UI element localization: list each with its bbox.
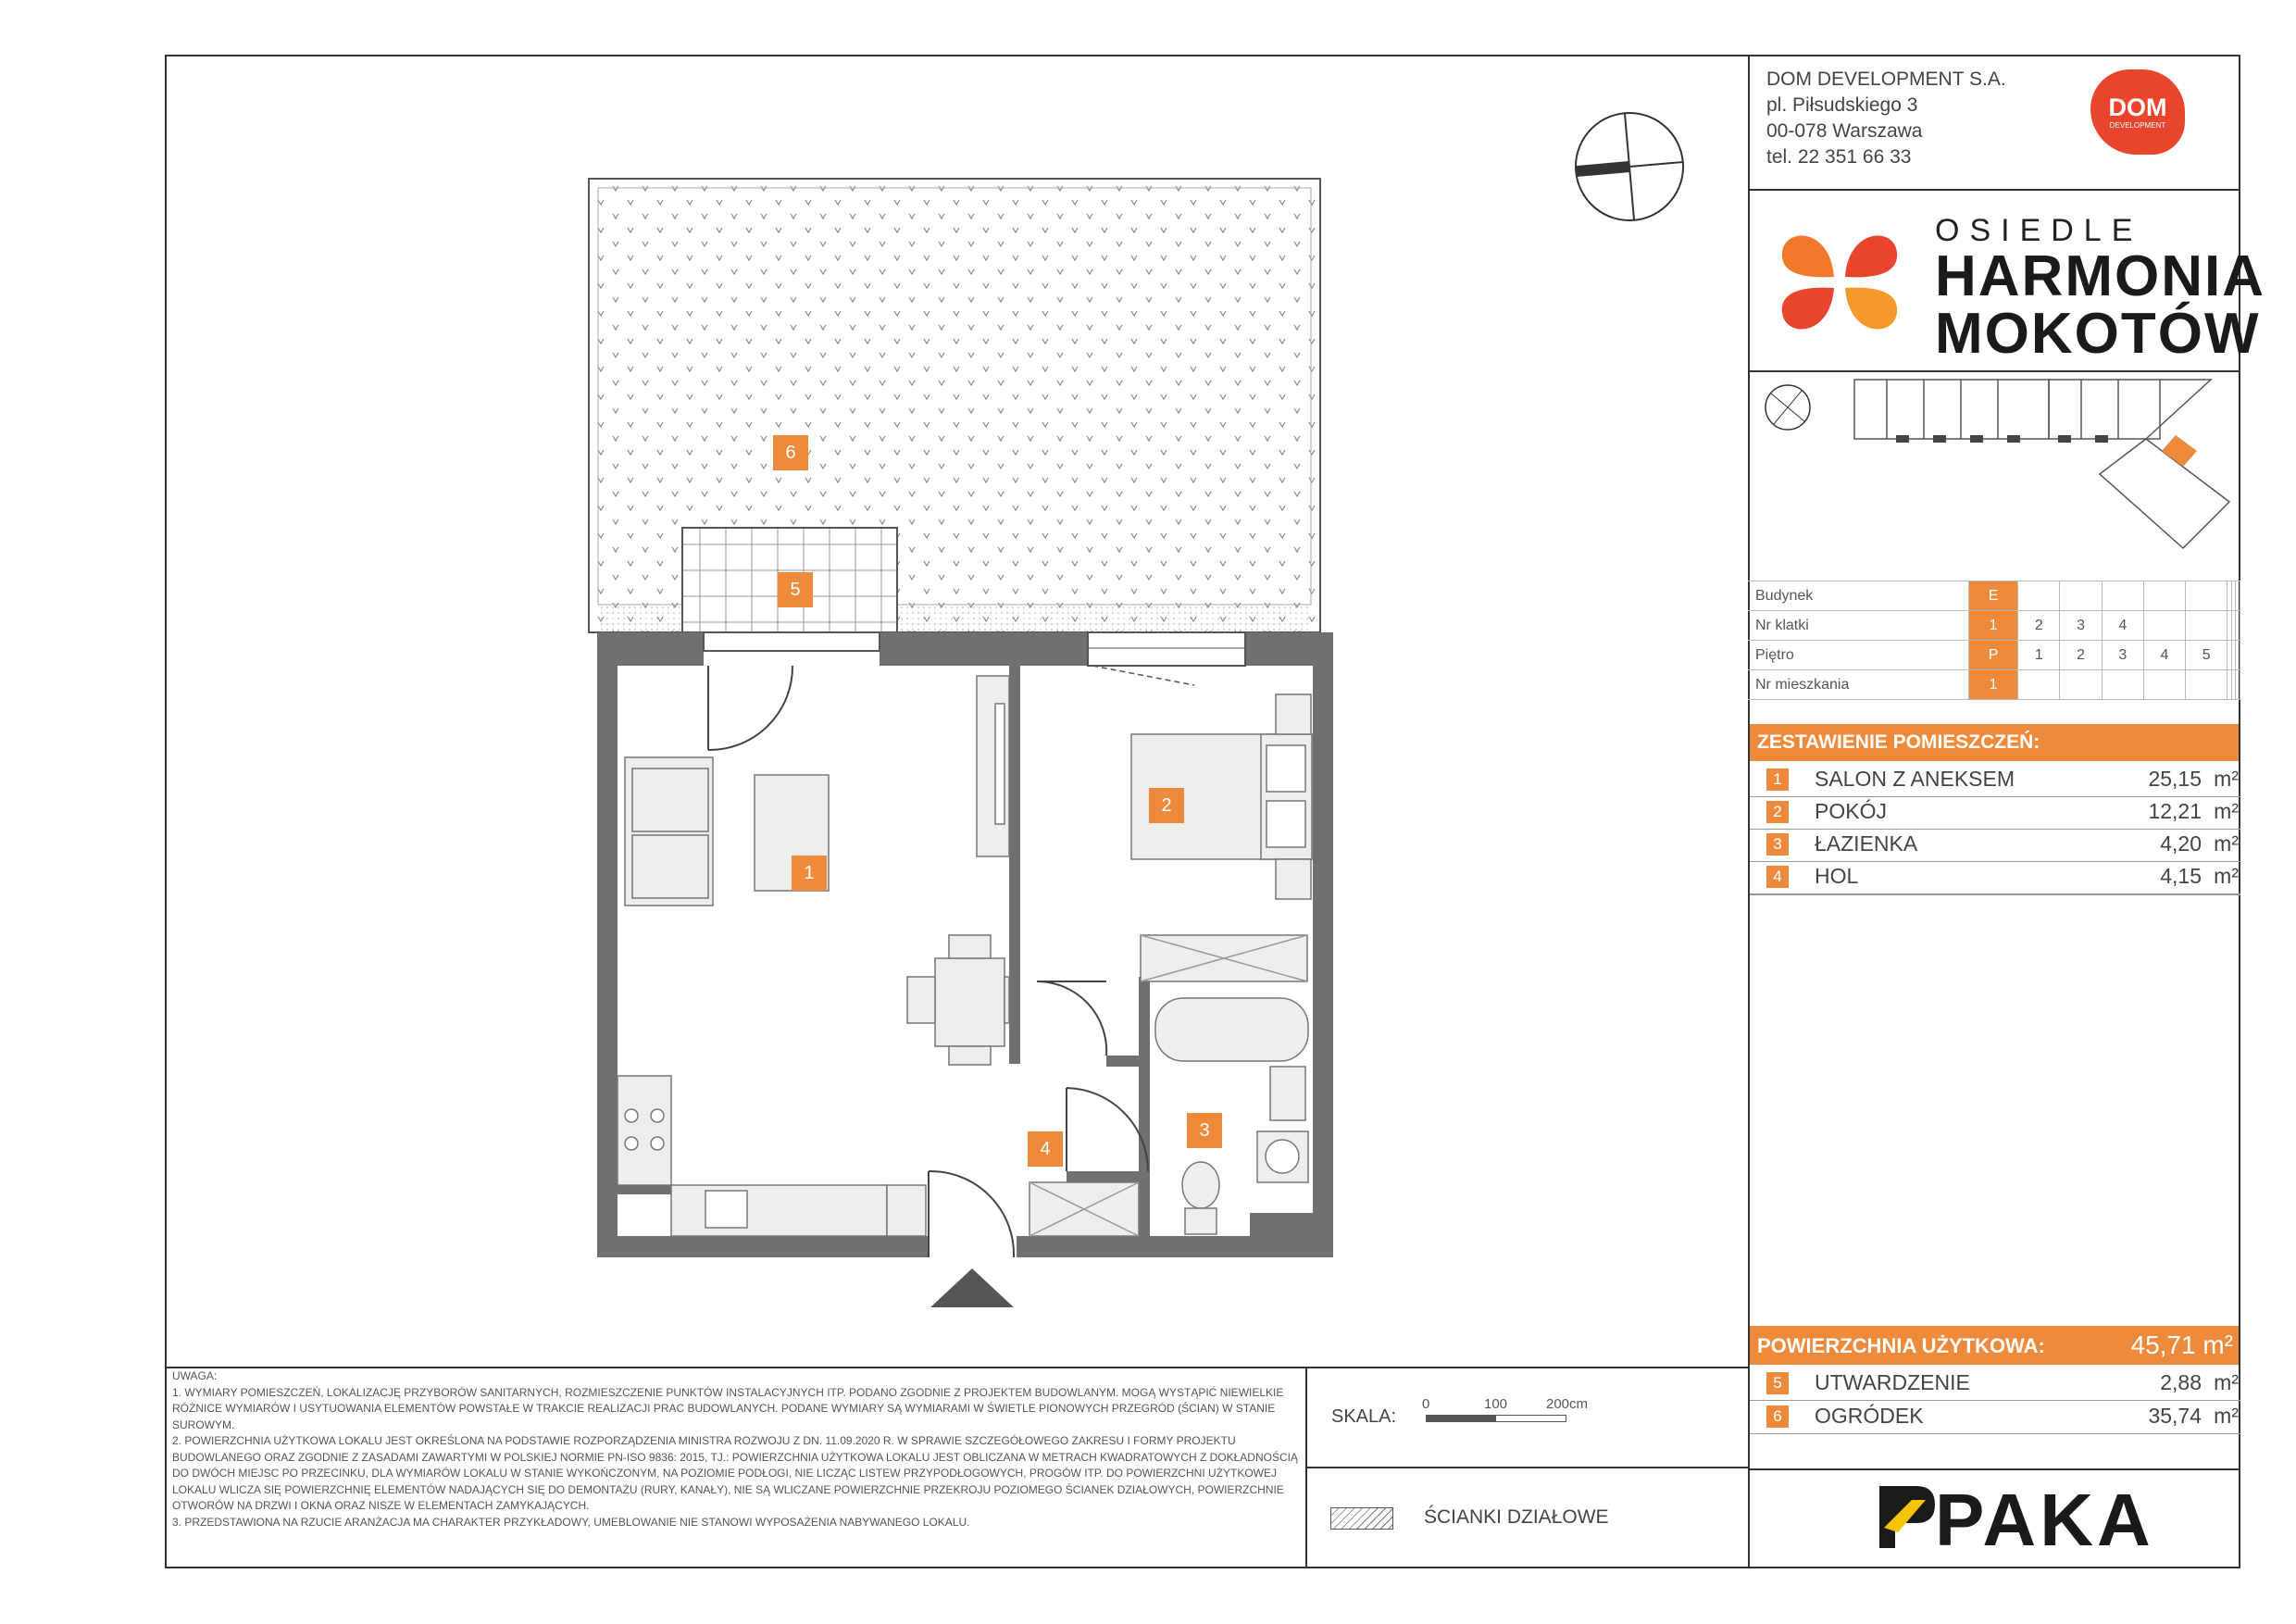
location-cell bbox=[2102, 670, 2143, 700]
location-row bbox=[1748, 670, 2240, 700]
location-cell: 3 bbox=[2060, 611, 2102, 641]
room-name: SALON Z ANEKSEM bbox=[1815, 767, 2015, 791]
architect-logo bbox=[1935, 1478, 2154, 1563]
room-row bbox=[1766, 864, 2239, 892]
room-badge-5: 5 bbox=[778, 572, 813, 607]
room-number: 3 bbox=[1766, 833, 1789, 856]
room-name: UTWARDZENIE bbox=[1815, 1370, 1970, 1394]
room-unit: m² bbox=[2214, 1404, 2239, 1428]
location-cell bbox=[2236, 581, 2240, 611]
room-name: HOL bbox=[1815, 864, 1859, 888]
architect-logo-mark bbox=[1875, 1481, 1940, 1554]
location-cell bbox=[2186, 581, 2227, 611]
room-row bbox=[1766, 1370, 2239, 1398]
entrance-arrow bbox=[930, 1268, 1014, 1307]
room-badge-6: 6 bbox=[773, 435, 808, 470]
room-area: 12,21 bbox=[2148, 799, 2202, 823]
company-name: DOM DEVELOPMENT S.A. bbox=[1766, 69, 2006, 90]
note-1: 1. WYMIARY POMIESZCZEŃ, LOKALIZACJĘ PRZYBORÓW SANITARNYCH, ROZMIESZCZENIE PUNKTÓW INSTALACYJNYCH ITP. PODANO ZGODNIE Z PROJEKTEM BUDOWLANYM. MOGĄ WYSTĄPIĆ NIEWIELKIE RÓŻNICE WYMIARÓW I USYTUOWANIA ELEMENTÓW POWSTAŁE W TRAKCIE REALIZACJI PRAC BUDOWLANYCH. PODANE WYMIARY SĄ WYMIARAMI W ŚWIETLE PIONOWYCH PRZEGRÓD (ŚCIAN) W STANIE SUROWYM. bbox=[172, 1385, 1284, 1431]
location-cell: 2 bbox=[2018, 611, 2060, 641]
room-badge-2: 2 bbox=[1149, 788, 1184, 823]
location-cell bbox=[2186, 611, 2227, 641]
location-cell bbox=[2143, 670, 2185, 700]
location-cell: 4 bbox=[2102, 611, 2143, 641]
room-area: 25,15 bbox=[2148, 767, 2202, 791]
location-row bbox=[1748, 581, 2240, 611]
location-cell bbox=[2143, 611, 2185, 641]
location-row-label: Nr mieszkania bbox=[1748, 670, 1969, 700]
location-row bbox=[1748, 641, 2240, 670]
logo-top-text: DOM bbox=[2108, 94, 2167, 121]
company-street: pl. Piłsudskiego 3 bbox=[1766, 94, 1918, 116]
divider bbox=[1748, 189, 2240, 191]
divider bbox=[1750, 894, 2240, 895]
note-3: 3. PRZEDSTAWIONA NA RZUCIE ARANŻACJA MA CHARAKTER PRZYKŁADOWY, UMEBLOWANIE NIE STANOWI WYPOSAŻENIA NABYWANEGO LOKALU. bbox=[172, 1515, 970, 1529]
room-row bbox=[1766, 799, 2239, 827]
company-phone: tel. 22 351 66 33 bbox=[1766, 146, 1912, 168]
divider bbox=[1750, 829, 2240, 830]
room-name: OGRÓDEK bbox=[1815, 1404, 1924, 1428]
location-row bbox=[1748, 611, 2240, 641]
divider bbox=[1750, 861, 2240, 862]
divider bbox=[1748, 1468, 2240, 1470]
divider bbox=[1750, 1433, 2240, 1434]
project-subtitle: OSIEDLE bbox=[1935, 213, 2143, 248]
room-row bbox=[1766, 831, 2239, 859]
room-area: 35,74 bbox=[2148, 1404, 2202, 1428]
compass-icon bbox=[1571, 108, 1688, 225]
location-cell bbox=[2060, 581, 2102, 611]
room-unit: m² bbox=[2214, 831, 2239, 856]
room-number: 2 bbox=[1766, 801, 1789, 823]
architect-name: PAKA bbox=[1935, 1479, 2154, 1561]
location-cell: 5 bbox=[2186, 641, 2227, 670]
room-number: 1 bbox=[1766, 768, 1789, 791]
location-cell: 4 bbox=[2143, 641, 2185, 670]
room-area: 4,15 bbox=[2160, 864, 2202, 888]
location-cell: 1 bbox=[2018, 641, 2060, 670]
project-title-line2: MOKOTÓW bbox=[1935, 302, 2261, 366]
partition-label: ŚCIANKI DZIAŁOWE bbox=[1424, 1506, 1609, 1528]
rooms-header: ZESTAWIENIE POMIESZCZEŃ: bbox=[1750, 724, 2239, 761]
project-flower-logo bbox=[1770, 213, 1909, 352]
scale-bar bbox=[1426, 1415, 1566, 1422]
divider bbox=[1305, 1467, 1748, 1468]
total-area-value: 45,71 m² bbox=[2130, 1330, 2233, 1359]
location-table bbox=[1748, 581, 2240, 700]
location-cell: 2 bbox=[2060, 641, 2102, 670]
scale-label: SKALA: bbox=[1331, 1406, 1397, 1427]
project-title bbox=[1935, 244, 2265, 366]
location-cell bbox=[2143, 581, 2185, 611]
room-unit: m² bbox=[2214, 864, 2239, 888]
room-unit: m² bbox=[2214, 799, 2239, 823]
location-cell: 1 bbox=[1969, 670, 2018, 700]
scale-tick-100: 100 bbox=[1484, 1396, 1508, 1412]
divider bbox=[1750, 796, 2240, 797]
room-badge-1: 1 bbox=[792, 856, 827, 891]
location-cell: P bbox=[1969, 641, 2018, 670]
logo-bottom-text: DEVELOPMENT bbox=[2109, 121, 2166, 130]
room-area: 2,88 bbox=[2160, 1370, 2202, 1394]
room-row bbox=[1766, 767, 2239, 794]
notes-title: UWAGA: bbox=[172, 1369, 218, 1382]
total-area-bar bbox=[1750, 1326, 2239, 1365]
scale-tick-200: 200cm bbox=[1546, 1396, 1589, 1412]
project-title-line1: HARMONIA bbox=[1935, 244, 2265, 308]
room-number: 5 bbox=[1766, 1372, 1789, 1394]
location-cell bbox=[2236, 670, 2240, 700]
location-row-label: Nr klatki bbox=[1748, 611, 1969, 641]
notes-block bbox=[172, 1368, 1302, 1530]
location-row-label: Piętro bbox=[1748, 641, 1969, 670]
room-unit: m² bbox=[2214, 767, 2239, 791]
scale-tick-0: 0 bbox=[1422, 1396, 1430, 1412]
room-unit: m² bbox=[2214, 1370, 2239, 1394]
total-area-label: POWIERZCHNIA UŻYTKOWA: bbox=[1757, 1334, 2045, 1357]
room-name: ŁAZIENKA bbox=[1815, 831, 1918, 856]
room-number: 6 bbox=[1766, 1405, 1789, 1428]
room-number: 4 bbox=[1766, 866, 1789, 888]
location-cell bbox=[2236, 611, 2240, 641]
partition-hatch-swatch bbox=[1330, 1507, 1393, 1530]
location-cell: E bbox=[1969, 581, 2018, 611]
room-name: POKÓJ bbox=[1815, 799, 1887, 823]
room-row bbox=[1766, 1404, 2239, 1431]
company-logo bbox=[2090, 69, 2185, 155]
company-info bbox=[1766, 67, 2006, 170]
location-cell bbox=[2018, 581, 2060, 611]
location-cell: 1 bbox=[1969, 611, 2018, 641]
location-cell bbox=[2060, 670, 2102, 700]
note-2: 2. POWIERZCHNIA UŻYTKOWA LOKALU JEST OKREŚLONA NA PODSTAWIE ROZPORZĄDZENIA MINISTRA ROZWOJU Z DN. 11.09.2020 R. W SPRAWIE SZCZEGÓŁOWEGO ZAKRESU I FORMY PROJEKTU BUDOWLANEGO ORAZ ZGODNIE Z ZASADAMI ZAWARTYMI W POLSKIEJ NORMIE PN-ISO 9836: 2015, TJ.: POWIERZCHNIA UŻYTKOWA LOKALU JEST OBLICZANA W METRACH KWADRATOWYCH Z DOKŁADNOŚCIĄ DO DWÓCH MIEJSC PO PRZECINKU, DLA WYMIARÓW LOKALU W STANIE WYKOŃCZONYM, NA POZIOMIE PODŁOGI, NIE LICZĄC LISTEW PRZYPODŁOGOWYCH, PROGÓW ITP. DO POWIERZCHNI UŻYTKOWEJ LOKALU WLICZA SIĘ POWIERZCHNIĘ ELEMENTÓW NADAJĄCYCH SIĘ DO DEMONTAŻU (RURY, KANAŁY), NIE SĄ WLICZANE POWIERZCHNIE PRZEKROJU POZIOMEGO ŚCIANEK DZIAŁOWYCH, POWIERZCHNIE OTWORÓW NA DRZWI I OKNA ORAZ NISZE W ELEMENTACH ZAMYKAJĄCYCH. bbox=[172, 1434, 1298, 1512]
room-badge-4: 4 bbox=[1028, 1131, 1063, 1167]
key-plan bbox=[1748, 372, 2240, 550]
location-cell bbox=[2186, 670, 2227, 700]
apartment-highlight bbox=[2162, 435, 2197, 467]
location-cell: 3 bbox=[2102, 641, 2143, 670]
divider bbox=[1750, 1400, 2240, 1401]
location-cell bbox=[2236, 641, 2240, 670]
location-row-label: Budynek bbox=[1748, 581, 1969, 611]
room-badge-3: 3 bbox=[1187, 1113, 1222, 1148]
location-cell bbox=[2018, 670, 2060, 700]
room-area: 4,20 bbox=[2160, 831, 2202, 856]
company-city: 00-078 Warszawa bbox=[1766, 120, 1923, 142]
location-cell bbox=[2102, 581, 2143, 611]
